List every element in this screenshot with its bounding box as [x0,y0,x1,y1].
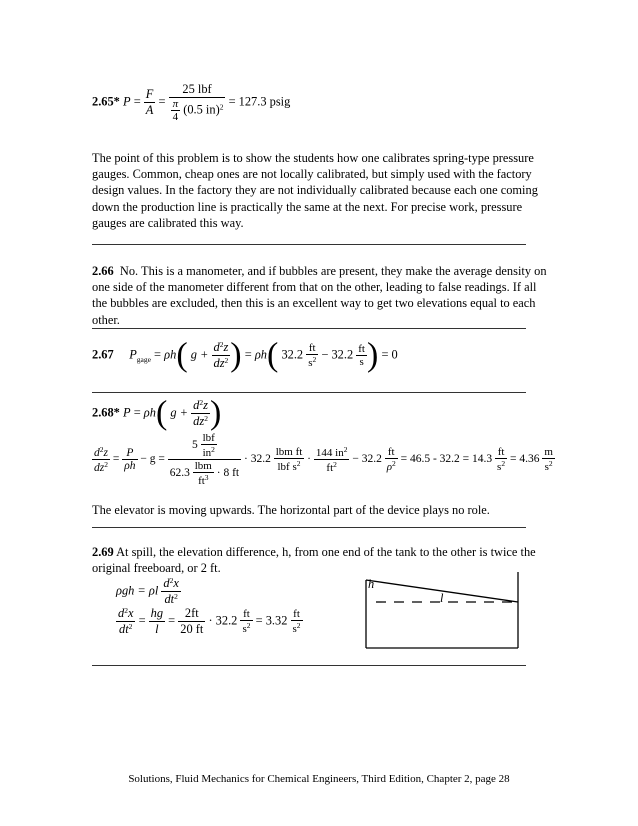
divider-4 [92,527,526,528]
problem-label-2-68: 2.68* [92,405,120,420]
eq-2-65: 2.65* P = $\frac{F}{A}$ = 25 lbf $\frac{\pi}{4}$ (0.5 in)$^2$ = 127.3 psig [92,82,291,123]
divider-1 [92,244,526,245]
problem-label-2-69: 2.69 [92,545,114,559]
paragraph-2-69: 2.69 At spill, the elevation difference, h, from one end of the tank to the other is twice the original freeboard, or 2 ft. [92,545,536,576]
paragraph-2-65: The point of this problem is to show the students how one calibrates spring-type pressure gauges. Common, cheap ones are not locally calibrated, but simply used with the factory design values. In the factory they are not individually calibrated because each one coming down the production line is practically the same at the next. For precise work, pressure gauges are calibrated this way. [92,151,538,230]
paragraph-2-68: The elevator is moving upwards. The horizontal part of the device plays no role. [92,503,490,517]
problem-label-2-67: 2.67 [92,347,114,362]
divider-3 [92,392,526,393]
divider-2 [92,328,526,329]
eq-2-69-a: ρgh = ρl $\frac{d^2x}{dt^2}$ [116,576,179,606]
eq-2-69-b: $\frac{d^2x}{dt^2}$ = $\frac{hg}{l}$ = $\frac{2ft}{20 ft}$ · 32.2 $\frac{ft}{s^2}$ = 3.32 $\frac{ft}{s^2}$ [118,606,301,636]
frac-F-over-A: $\frac{F}{A}$ [145,87,154,117]
paragraph-2-66: 2.66 No. This is a manometer, and if bubbles are present, they make the average density on one side of the manometer different from that on the other, leading to false readings. If all the bubbles are excluded, then this is an excellent way to get two elevations equal to each other. [92,264,547,327]
frac-2-68: 5 $\frac{\text{lbf}}{in^2}$ 62.3 $\frac{\text{lbm}}{ft^3}$ · 8 ft [169,432,240,487]
divider-5 [92,665,526,666]
tank-figure [364,570,524,650]
fig-label-l: l [440,591,444,605]
fig-label-h: h [368,577,375,591]
eq-2-68-b: $\frac{d^2z}{dz^2}$ = $\frac{P}{\rho h}$ − g = 5 $\frac{\text{lbf}}{in^2}$ 62.3 $\frac{\text{lbm}}{ft^3}$ · 8 ft · 32.2 $\frac{\text{lbm ft}}{lbf s^2}$ · $\frac{144 in^2}{ft^2}$ − 32.2 $\frac{ft}{\rho^2}$ = 46.5 - 32.2 = 14.3 $\frac{ft}{s^2}$ = 4.36 $\frac{m}{s^2}$ [94,432,553,487]
result-2-65: = 127.3 psig [228,94,291,109]
problem-label-2-65: 2.65* [92,94,120,109]
frac-pressure: 25 lbf $\frac{\pi}{4}$ (0.5 in)$^2$ [169,82,226,123]
eq-2-67: 2.67 $P_{gage} = \rho h$( g + $\frac{d^2z}{dz^2}$ ) = ρh( 32.2 $\frac{ft}{s^2}$ − 32.2 $\frac{ft}{s}$ ) = 0 [92,336,398,374]
eq-2-68-a: 2.68* P = ρh( g + $\frac{d^2z}{dz^2}$ ) [92,394,222,432]
problem-label-2-66: 2.66 [92,264,114,278]
page-footer: Solutions, Fluid Mechanics for Chemical Engineers, Third Edition, Chapter 2, page 28 [128,773,510,785]
